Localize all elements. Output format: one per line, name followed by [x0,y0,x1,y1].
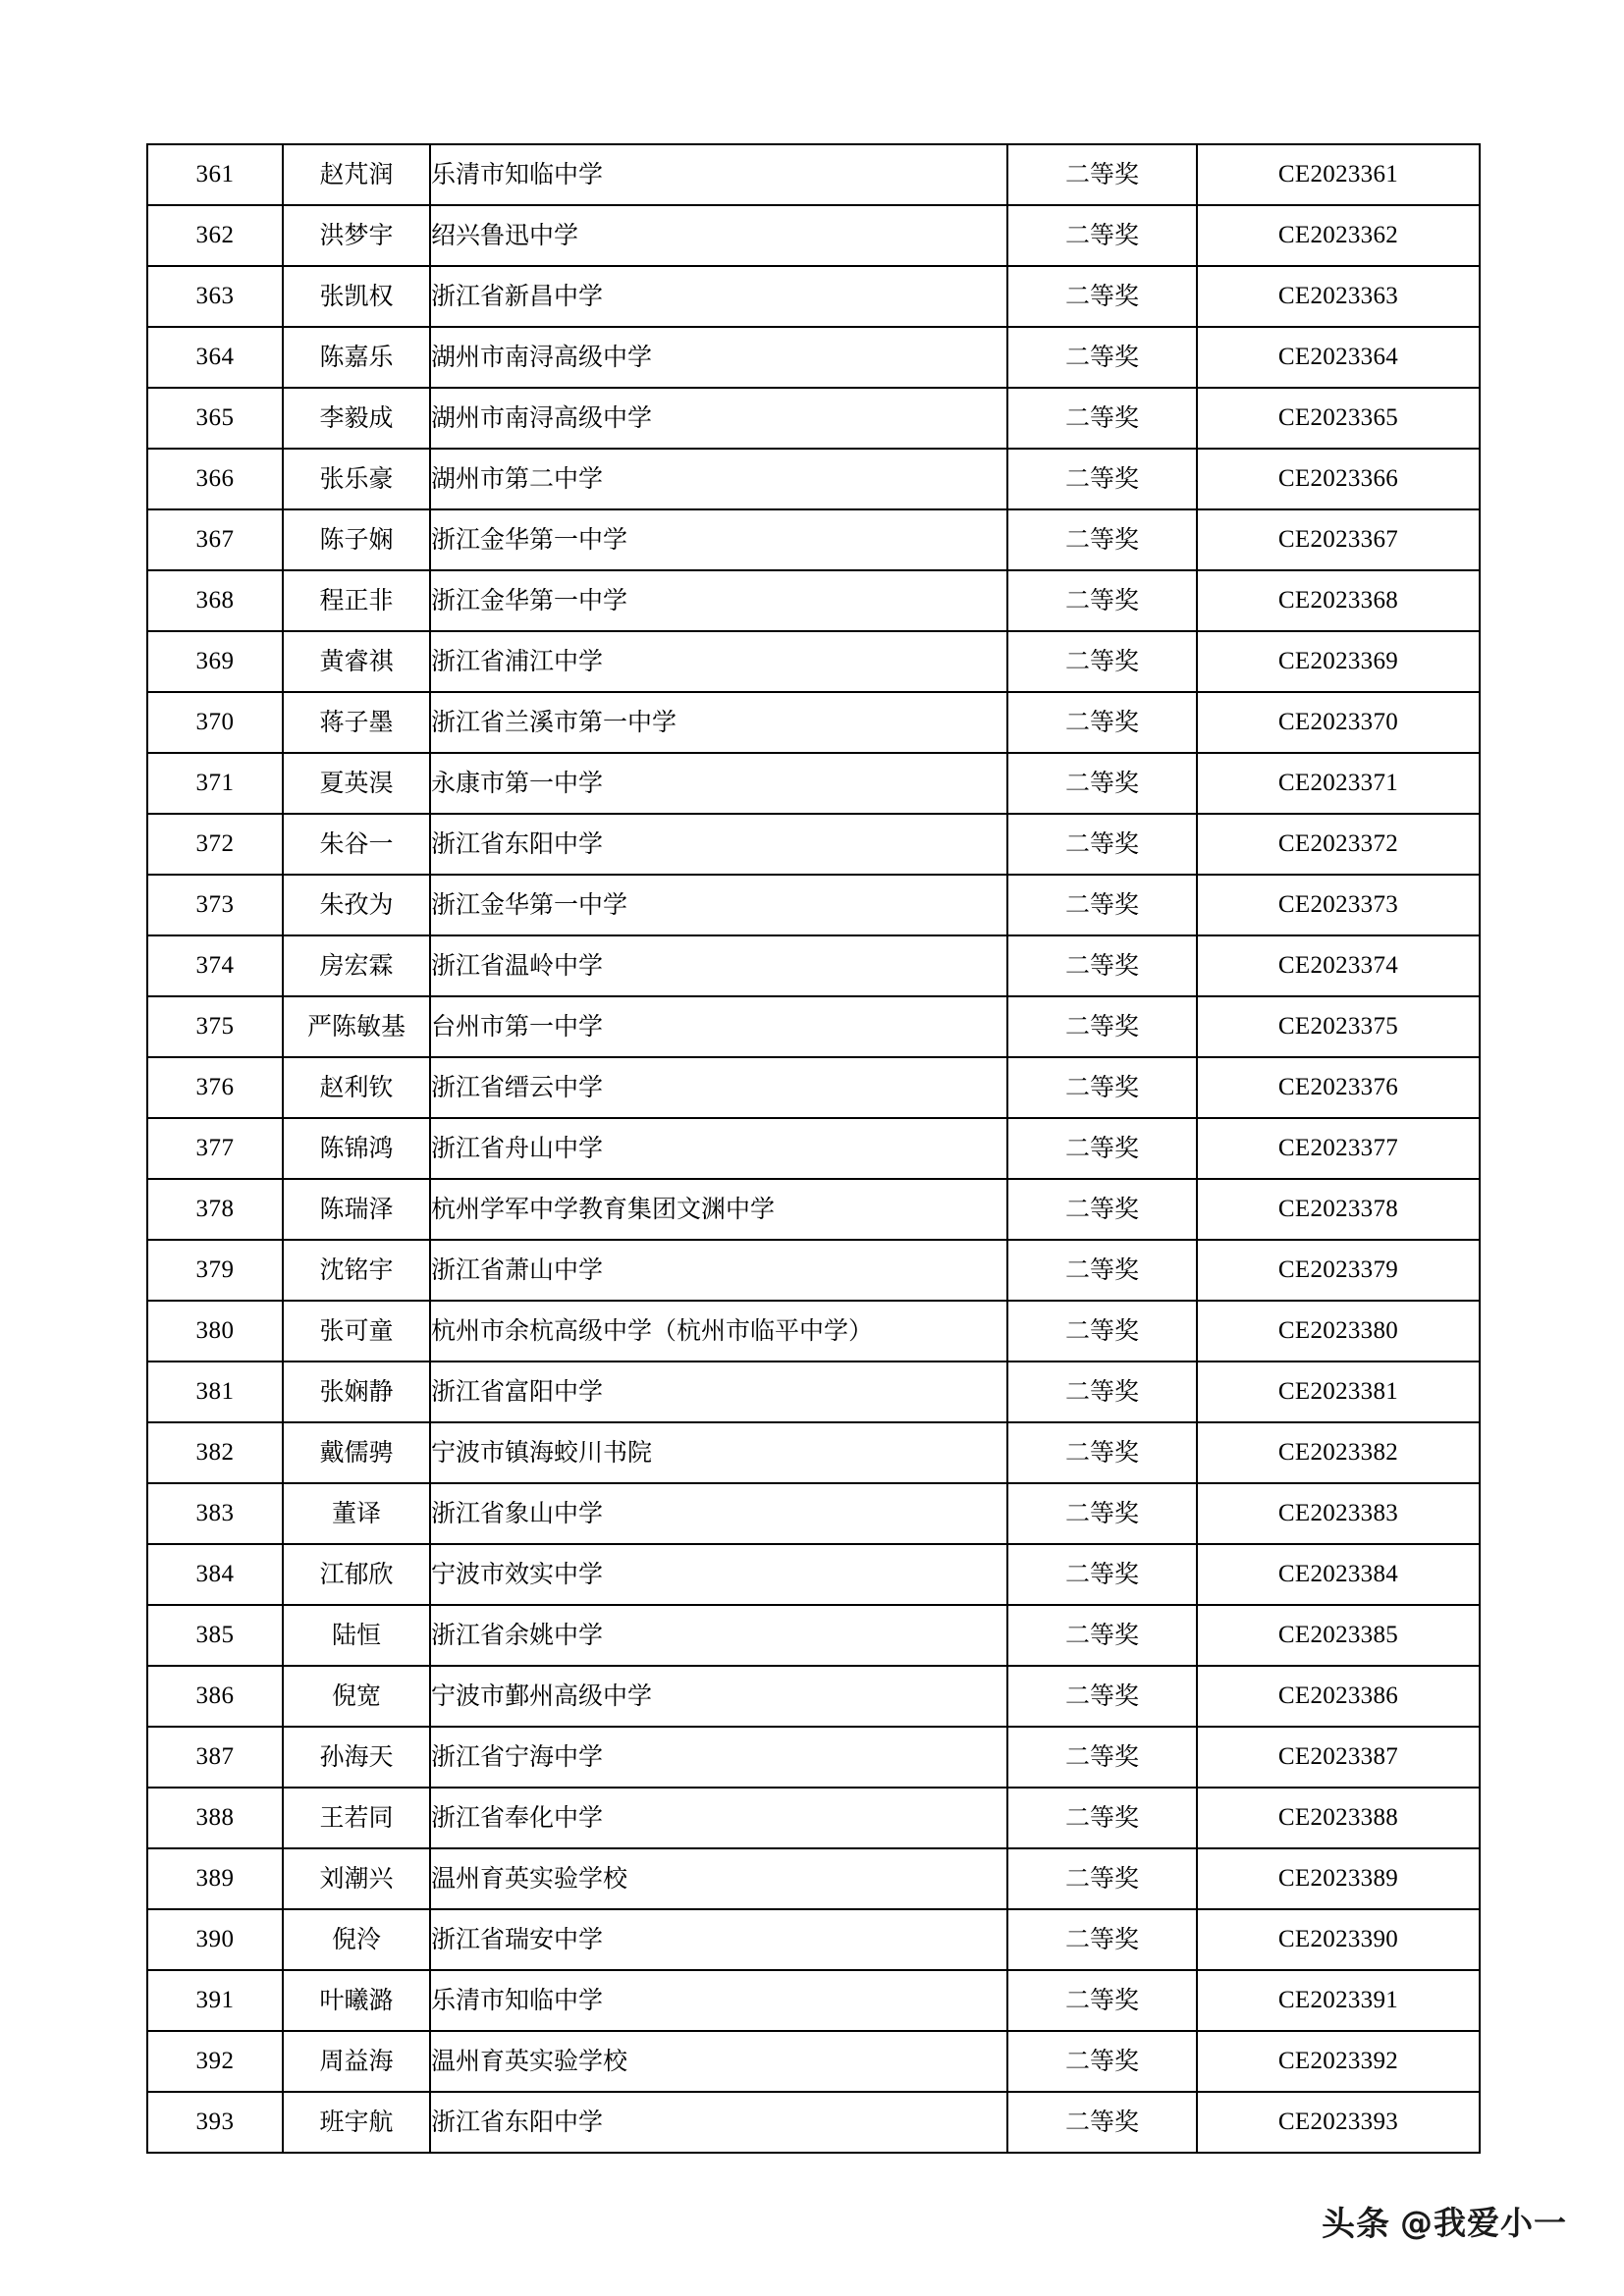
school-name-cell: 温州育英实验学校 [430,1848,1007,1909]
certificate-no-cell: CE2023386 [1197,1666,1480,1727]
student-name-cell: 周益海 [283,2031,430,2092]
award-level-cell: 二等奖 [1007,1362,1197,1422]
row-number-cell: 389 [147,1848,283,1909]
student-name-cell: 张凯权 [283,266,430,327]
row-number-cell: 369 [147,631,283,692]
student-name-cell: 班宇航 [283,2092,430,2153]
certificate-no-cell: CE2023374 [1197,935,1480,996]
school-name-cell: 浙江省兰溪市第一中学 [430,692,1007,753]
row-number-cell: 387 [147,1727,283,1788]
student-name-cell: 蒋子墨 [283,692,430,753]
table-row [147,1666,1480,1727]
row-number-cell: 386 [147,1666,283,1727]
table-row [147,753,1480,814]
school-name-cell: 浙江省象山中学 [430,1483,1007,1544]
award-level-cell: 二等奖 [1007,144,1197,205]
award-table-body [147,144,1480,2153]
student-name-cell: 江郁欣 [283,1544,430,1605]
table-row [147,996,1480,1057]
table-row [147,266,1480,327]
row-number-cell: 375 [147,996,283,1057]
row-number-cell: 366 [147,449,283,509]
table-row [147,388,1480,449]
school-name-cell: 浙江省萧山中学 [430,1240,1007,1301]
table-row [147,1727,1480,1788]
student-name-cell: 夏英淏 [283,753,430,814]
school-name-cell: 浙江省舟山中学 [430,1118,1007,1179]
award-level-cell: 二等奖 [1007,1970,1197,2031]
table-row [147,631,1480,692]
award-level-cell: 二等奖 [1007,1544,1197,1605]
school-name-cell: 湖州市第二中学 [430,449,1007,509]
table-row [147,449,1480,509]
award-level-cell: 二等奖 [1007,631,1197,692]
student-name-cell: 刘潮兴 [283,1848,430,1909]
certificate-no-cell: CE2023369 [1197,631,1480,692]
student-name-cell: 陈子娴 [283,509,430,570]
award-table [146,143,1481,2154]
school-name-cell: 乐清市知临中学 [430,144,1007,205]
row-number-cell: 390 [147,1909,283,1970]
row-number-cell: 374 [147,935,283,996]
school-name-cell: 杭州市余杭高级中学（杭州市临平中学） [430,1301,1007,1362]
school-name-cell: 浙江金华第一中学 [430,509,1007,570]
certificate-no-cell: CE2023391 [1197,1970,1480,2031]
row-number-cell: 393 [147,2092,283,2153]
table-row [147,692,1480,753]
row-number-cell: 382 [147,1422,283,1483]
row-number-cell: 368 [147,570,283,631]
award-level-cell: 二等奖 [1007,1422,1197,1483]
award-level-cell: 二等奖 [1007,1605,1197,1666]
award-level-cell: 二等奖 [1007,1057,1197,1118]
school-name-cell: 杭州学军中学教育集团文渊中学 [430,1179,1007,1240]
school-name-cell: 浙江省浦江中学 [430,631,1007,692]
row-number-cell: 370 [147,692,283,753]
student-name-cell: 张可童 [283,1301,430,1362]
certificate-no-cell: CE2023367 [1197,509,1480,570]
award-level-cell: 二等奖 [1007,996,1197,1057]
row-number-cell: 373 [147,875,283,935]
row-number-cell: 363 [147,266,283,327]
award-level-cell: 二等奖 [1007,1788,1197,1848]
award-level-cell: 二等奖 [1007,814,1197,875]
school-name-cell: 绍兴鲁迅中学 [430,205,1007,266]
school-name-cell: 浙江省富阳中学 [430,1362,1007,1422]
table-row [147,1301,1480,1362]
certificate-no-cell: CE2023388 [1197,1788,1480,1848]
certificate-no-cell: CE2023381 [1197,1362,1480,1422]
certificate-no-cell: CE2023389 [1197,1848,1480,1909]
row-number-cell: 362 [147,205,283,266]
certificate-no-cell: CE2023365 [1197,388,1480,449]
certificate-no-cell: CE2023390 [1197,1909,1480,1970]
certificate-no-cell: CE2023377 [1197,1118,1480,1179]
school-name-cell: 浙江金华第一中学 [430,875,1007,935]
row-number-cell: 367 [147,509,283,570]
award-level-cell: 二等奖 [1007,2092,1197,2153]
award-level-cell: 二等奖 [1007,1483,1197,1544]
student-name-cell: 张乐豪 [283,449,430,509]
school-name-cell: 浙江省奉化中学 [430,1788,1007,1848]
certificate-no-cell: CE2023393 [1197,2092,1480,2153]
table-row [147,875,1480,935]
student-name-cell: 朱谷一 [283,814,430,875]
award-level-cell: 二等奖 [1007,509,1197,570]
student-name-cell: 陈嘉乐 [283,327,430,388]
award-level-cell: 二等奖 [1007,327,1197,388]
award-level-cell: 二等奖 [1007,875,1197,935]
school-name-cell: 宁波市效实中学 [430,1544,1007,1605]
school-name-cell: 浙江省温岭中学 [430,935,1007,996]
student-name-cell: 张娴静 [283,1362,430,1422]
award-level-cell: 二等奖 [1007,570,1197,631]
row-number-cell: 392 [147,2031,283,2092]
certificate-no-cell: CE2023370 [1197,692,1480,753]
student-name-cell: 陈锦鸿 [283,1118,430,1179]
table-row [147,1118,1480,1179]
table-row [147,1788,1480,1848]
table-row [147,1909,1480,1970]
certificate-no-cell: CE2023366 [1197,449,1480,509]
school-name-cell: 浙江省缙云中学 [430,1057,1007,1118]
certificate-no-cell: CE2023379 [1197,1240,1480,1301]
award-level-cell: 二等奖 [1007,1301,1197,1362]
certificate-no-cell: CE2023368 [1197,570,1480,631]
row-number-cell: 385 [147,1605,283,1666]
table-row [147,814,1480,875]
student-name-cell: 陆恒 [283,1605,430,1666]
school-name-cell: 浙江省宁海中学 [430,1727,1007,1788]
student-name-cell: 李毅成 [283,388,430,449]
table-row [147,1970,1480,2031]
award-level-cell: 二等奖 [1007,1118,1197,1179]
certificate-no-cell: CE2023378 [1197,1179,1480,1240]
watermark-handle: @我爱小一 [1400,2204,1567,2242]
school-name-cell: 永康市第一中学 [430,753,1007,814]
watermark [1322,2197,1567,2245]
student-name-cell: 赵芃润 [283,144,430,205]
certificate-no-cell: CE2023364 [1197,327,1480,388]
certificate-no-cell: CE2023384 [1197,1544,1480,1605]
award-level-cell: 二等奖 [1007,449,1197,509]
certificate-no-cell: CE2023372 [1197,814,1480,875]
certificate-no-cell: CE2023361 [1197,144,1480,205]
certificate-no-cell: CE2023375 [1197,996,1480,1057]
row-number-cell: 364 [147,327,283,388]
award-level-cell: 二等奖 [1007,1727,1197,1788]
award-table-container [146,143,1479,2154]
student-name-cell: 倪宽 [283,1666,430,1727]
table-row [147,205,1480,266]
school-name-cell: 浙江省新昌中学 [430,266,1007,327]
row-number-cell: 371 [147,753,283,814]
row-number-cell: 376 [147,1057,283,1118]
row-number-cell: 388 [147,1788,283,1848]
certificate-no-cell: CE2023387 [1197,1727,1480,1788]
student-name-cell: 房宏霖 [283,935,430,996]
row-number-cell: 365 [147,388,283,449]
award-level-cell: 二等奖 [1007,266,1197,327]
row-number-cell: 384 [147,1544,283,1605]
student-name-cell: 孙海天 [283,1727,430,1788]
certificate-no-cell: CE2023363 [1197,266,1480,327]
student-name-cell: 沈铭宇 [283,1240,430,1301]
award-level-cell: 二等奖 [1007,1848,1197,1909]
table-row [147,1057,1480,1118]
award-level-cell: 二等奖 [1007,1240,1197,1301]
table-row [147,1848,1480,1909]
student-name-cell: 程正非 [283,570,430,631]
award-level-cell: 二等奖 [1007,205,1197,266]
table-row [147,935,1480,996]
school-name-cell: 浙江省东阳中学 [430,814,1007,875]
row-number-cell: 361 [147,144,283,205]
student-name-cell: 黄睿祺 [283,631,430,692]
row-number-cell: 381 [147,1362,283,1422]
certificate-no-cell: CE2023373 [1197,875,1480,935]
student-name-cell: 严陈敏基 [283,996,430,1057]
student-name-cell: 赵利钦 [283,1057,430,1118]
table-row [147,144,1480,205]
certificate-no-cell: CE2023380 [1197,1301,1480,1362]
school-name-cell: 浙江省瑞安中学 [430,1909,1007,1970]
award-level-cell: 二等奖 [1007,388,1197,449]
row-number-cell: 391 [147,1970,283,2031]
row-number-cell: 383 [147,1483,283,1544]
table-row [147,2031,1480,2092]
school-name-cell: 台州市第一中学 [430,996,1007,1057]
school-name-cell: 宁波市鄞州高级中学 [430,1666,1007,1727]
school-name-cell: 宁波市镇海蛟川书院 [430,1422,1007,1483]
certificate-no-cell: CE2023362 [1197,205,1480,266]
table-row [147,2092,1480,2153]
school-name-cell: 湖州市南浔高级中学 [430,327,1007,388]
table-row [147,570,1480,631]
student-name-cell: 王若同 [283,1788,430,1848]
student-name-cell: 朱孜为 [283,875,430,935]
school-name-cell: 浙江金华第一中学 [430,570,1007,631]
table-row [147,509,1480,570]
row-number-cell: 379 [147,1240,283,1301]
table-row [147,1362,1480,1422]
table-row [147,1240,1480,1301]
student-name-cell: 戴儒骋 [283,1422,430,1483]
row-number-cell: 377 [147,1118,283,1179]
certificate-no-cell: CE2023376 [1197,1057,1480,1118]
table-row [147,327,1480,388]
row-number-cell: 378 [147,1179,283,1240]
table-row [147,1483,1480,1544]
table-row [147,1605,1480,1666]
award-level-cell: 二等奖 [1007,692,1197,753]
certificate-no-cell: CE2023392 [1197,2031,1480,2092]
school-name-cell: 乐清市知临中学 [430,1970,1007,2031]
award-level-cell: 二等奖 [1007,2031,1197,2092]
award-level-cell: 二等奖 [1007,1179,1197,1240]
table-row [147,1422,1480,1483]
watermark-brand: 头条 [1322,2205,1390,2244]
school-name-cell: 湖州市南浔高级中学 [430,388,1007,449]
student-name-cell: 陈瑞泽 [283,1179,430,1240]
student-name-cell: 董译 [283,1483,430,1544]
award-level-cell: 二等奖 [1007,1909,1197,1970]
award-level-cell: 二等奖 [1007,753,1197,814]
student-name-cell: 倪泠 [283,1909,430,1970]
row-number-cell: 380 [147,1301,283,1362]
certificate-no-cell: CE2023371 [1197,753,1480,814]
student-name-cell: 洪梦宇 [283,205,430,266]
school-name-cell: 浙江省东阳中学 [430,2092,1007,2153]
award-level-cell: 二等奖 [1007,935,1197,996]
row-number-cell: 372 [147,814,283,875]
certificate-no-cell: CE2023382 [1197,1422,1480,1483]
certificate-no-cell: CE2023383 [1197,1483,1480,1544]
school-name-cell: 浙江省余姚中学 [430,1605,1007,1666]
school-name-cell: 温州育英实验学校 [430,2031,1007,2092]
student-name-cell: 叶曦潞 [283,1970,430,2031]
table-row [147,1544,1480,1605]
certificate-no-cell: CE2023385 [1197,1605,1480,1666]
table-row [147,1179,1480,1240]
award-level-cell: 二等奖 [1007,1666,1197,1727]
